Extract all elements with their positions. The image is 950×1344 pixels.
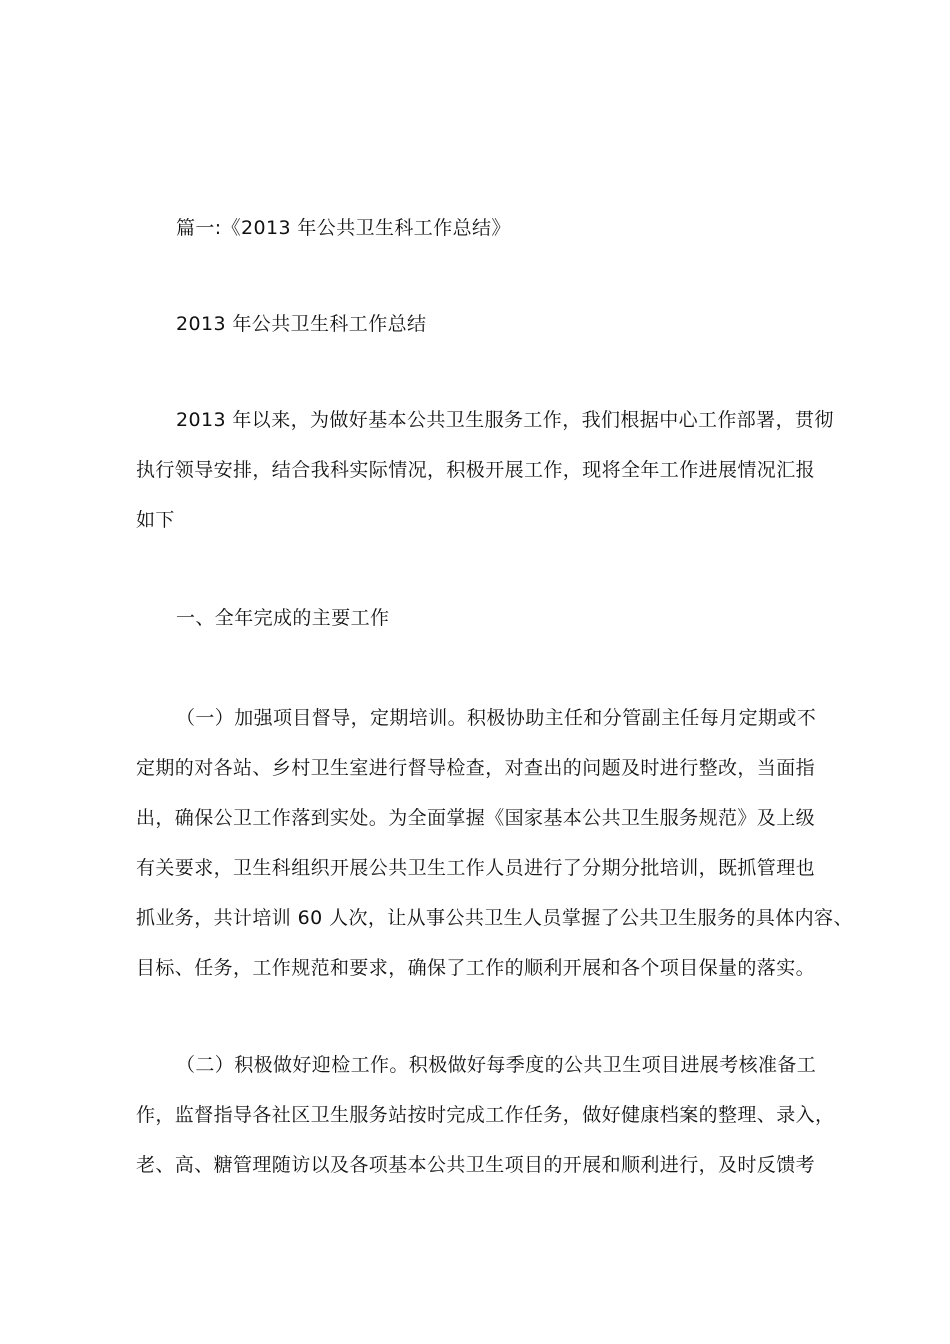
paragraph-line: 定期的对各站、乡村卫生室进行督导检查，对查出的问题及时进行整改，当面指 <box>136 757 816 779</box>
paragraph-line: 抓业务，共计培训 60 人次，让从事公共卫生人员掌握了公共卫生服务的具体内容、 <box>136 907 853 929</box>
document-title: 2013 年公共卫生科工作总结 <box>176 313 427 335</box>
paragraph-line: 有关要求，卫生科组织开展公共卫生工作人员进行了分期分批培训，既抓管理也 <box>136 857 816 879</box>
paragraph-line: 老、高、糖管理随访以及各项基本公共卫生项目的开展和顺利进行，及时反馈考 <box>136 1154 816 1176</box>
section-heading: 一、全年完成的主要工作 <box>176 607 390 629</box>
paragraph-line: 作，监督指导各社区卫生服务站按时完成工作任务，做好健康档案的整理、录入， <box>136 1104 835 1126</box>
paragraph-line: 如下 <box>136 509 175 531</box>
paragraph-line: 目标、任务，工作规范和要求，确保了工作的顺利开展和各个项目保量的落实。 <box>136 957 816 979</box>
paragraph-line: 2013 年以来，为做好基本公共卫生服务工作，我们根据中心工作部署，贯彻 <box>176 409 834 431</box>
document-header: 篇一:《2013 年公共卫生科工作总结》 <box>176 217 511 239</box>
paragraph-line: （一）加强项目督导，定期培训。积极协助主任和分管副主任每月定期或不 <box>176 707 817 729</box>
paragraph-line: 执行领导安排，结合我科实际情况，积极开展工作，现将全年工作进展情况汇报 <box>136 459 816 481</box>
paragraph-line: 出，确保公卫工作落到实处。为全面掌握《国家基本公共卫生服务规范》及上级 <box>136 807 816 829</box>
paragraph-line: （二）积极做好迎检工作。积极做好每季度的公共卫生项目进展考核准备工 <box>176 1054 817 1076</box>
